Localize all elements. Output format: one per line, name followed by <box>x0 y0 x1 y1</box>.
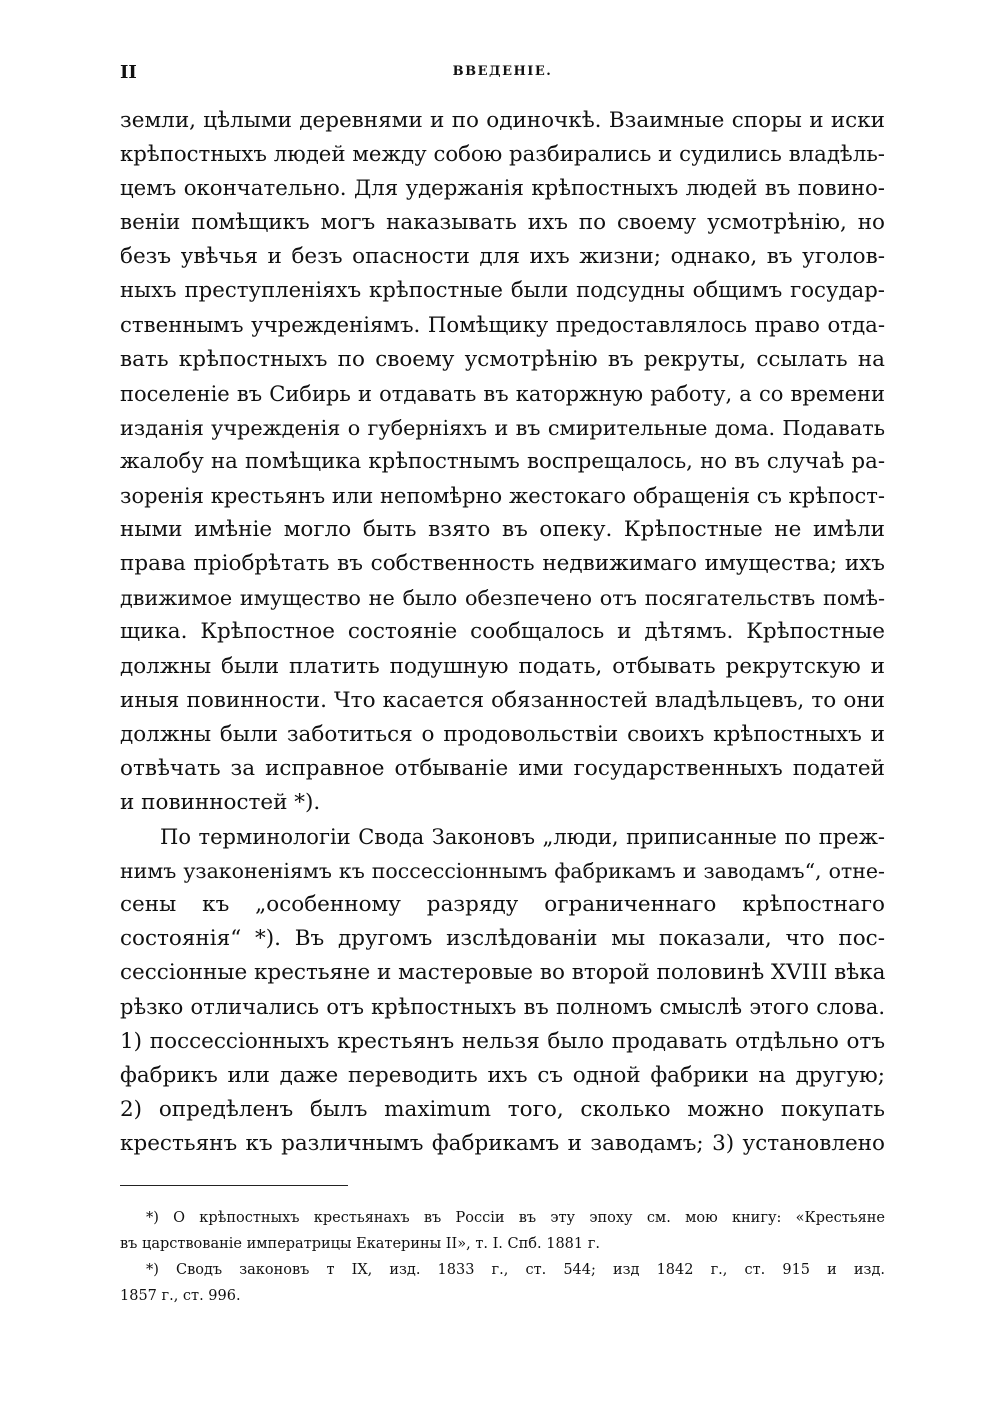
text-line: крѣпостныхъ людей между собою разбирались и судились владѣль- <box>120 142 885 168</box>
footnote-line: 1857 г., ст. 996. <box>120 1288 241 1304</box>
text-line: поселеніе въ Сибирь и отдавать въ каторжную работу, а со времени <box>120 381 885 406</box>
text-line: зоренія крестьянъ или непомѣрно жестокаго обращенія съ крѣпост- <box>120 484 885 509</box>
text-line: иныя повинности. Что касается обязанностей владѣльцевъ, то они <box>120 687 885 713</box>
text-line: должны были заботиться о продовольствіи своихъ крѣпостныхъ и <box>120 721 885 747</box>
text-line: щика. Крѣпостное состояніе сообщалось и дѣтямъ. Крѣпостные <box>120 619 885 645</box>
text-line: 1) поссессіонныхъ крестьянъ нельзя было продавать отдѣльно отъ <box>120 1028 885 1054</box>
text-line: безъ увѣчья и безъ опасности для ихъ жизни; однако, въ уголов- <box>120 244 885 270</box>
footnote-line: *) Сводъ законовъ т IX, изд. 1833 г., ст. 544; изд 1842 г., ст. 915 и изд. <box>146 1262 885 1278</box>
text-line: вать крѣпостныхъ по своему усмотрѣнію въ рекруты, ссылать на <box>120 346 885 372</box>
text-line: ныхъ преступленіяхъ крѣпостные были подсудны общимъ государ- <box>120 278 885 304</box>
text-line: движимое имущество не было обезпечено отъ посягательствъ помѣ- <box>120 586 885 611</box>
text-line: ными имѣніе могло быть взято въ опеку. Крѣпостные не имѣли <box>120 517 885 543</box>
text-line: сены къ „особенному разряду ограниченнаго крѣпостнаго <box>120 892 885 918</box>
text-line: фабрикъ или даже переводить ихъ съ одной фабрики на другую; <box>120 1062 885 1088</box>
text-line: отвѣчать за исправное отбываніе ими государственныхъ податей <box>120 755 885 781</box>
footnote-divider <box>120 1185 348 1186</box>
paragraph-start-line: По терминологіи Свода Законовъ „люди, приписанные по преж- <box>160 824 885 849</box>
text-line: сессіонные крестьяне и мастеровые во второй половинѣ XVIII вѣка <box>120 960 885 986</box>
text-line: изданія учрежденія о губерніяхъ и въ смирительные дома. Подавать <box>120 415 885 440</box>
text-line: земли, цѣлыми деревнями и по одиночкѣ. Взаимные споры и иски <box>120 108 885 133</box>
paragraph-end-line: и повинностей *). <box>120 789 321 815</box>
text-line: должны были платить подушную подать, отбывать рекрутскую и <box>120 653 885 679</box>
text-line: цемъ окончательно. Для удержанія крѣпостныхъ людей въ повино- <box>120 176 885 202</box>
text-line: права пріобрѣтать въ собственность недвижимаго имущества; ихъ <box>120 551 885 577</box>
running-head: ВВЕДЕНІЕ. <box>452 64 553 79</box>
footnote-line: въ царствованіе императрицы Екатерины II», т. I. Спб. 1881 г. <box>120 1236 600 1252</box>
page-header <box>120 62 885 86</box>
text-line: состоянія“ *). Въ другомъ изслѣдованіи мы показали, что пос- <box>120 926 885 952</box>
page-number: II <box>120 62 137 83</box>
text-line: 2) опредѣленъ былъ maximum того, сколько можно покупать <box>120 1096 885 1122</box>
text-line: нимъ узаконеніямъ къ поссессіоннымъ фабрикамъ и заводамъ“, отне- <box>120 859 885 884</box>
footnote-line: *) О крѣпостныхъ крестьянахъ въ Россіи въ эту эпоху см. мою книгу: «Крестьяне <box>146 1210 885 1226</box>
text-line: ственнымъ учрежденіямъ. Помѣщику предоставлялось право отда- <box>120 312 885 338</box>
body-text <box>120 104 885 1161</box>
text-line: крестьянъ къ различнымъ фабрикамъ и заводамъ; 3) установлено <box>120 1130 885 1156</box>
footnotes <box>120 1205 885 1309</box>
text-line: веніи помѣщикъ могъ наказывать ихъ по своему усмотрѣнію, но <box>120 210 885 236</box>
text-line: рѣзко отличались отъ крѣпостныхъ въ полномъ смыслѣ этого слова. <box>120 995 885 1020</box>
text-line: жалобу на помѣщика крѣпостнымъ воспрещалось, но въ случаѣ ра- <box>120 448 885 474</box>
